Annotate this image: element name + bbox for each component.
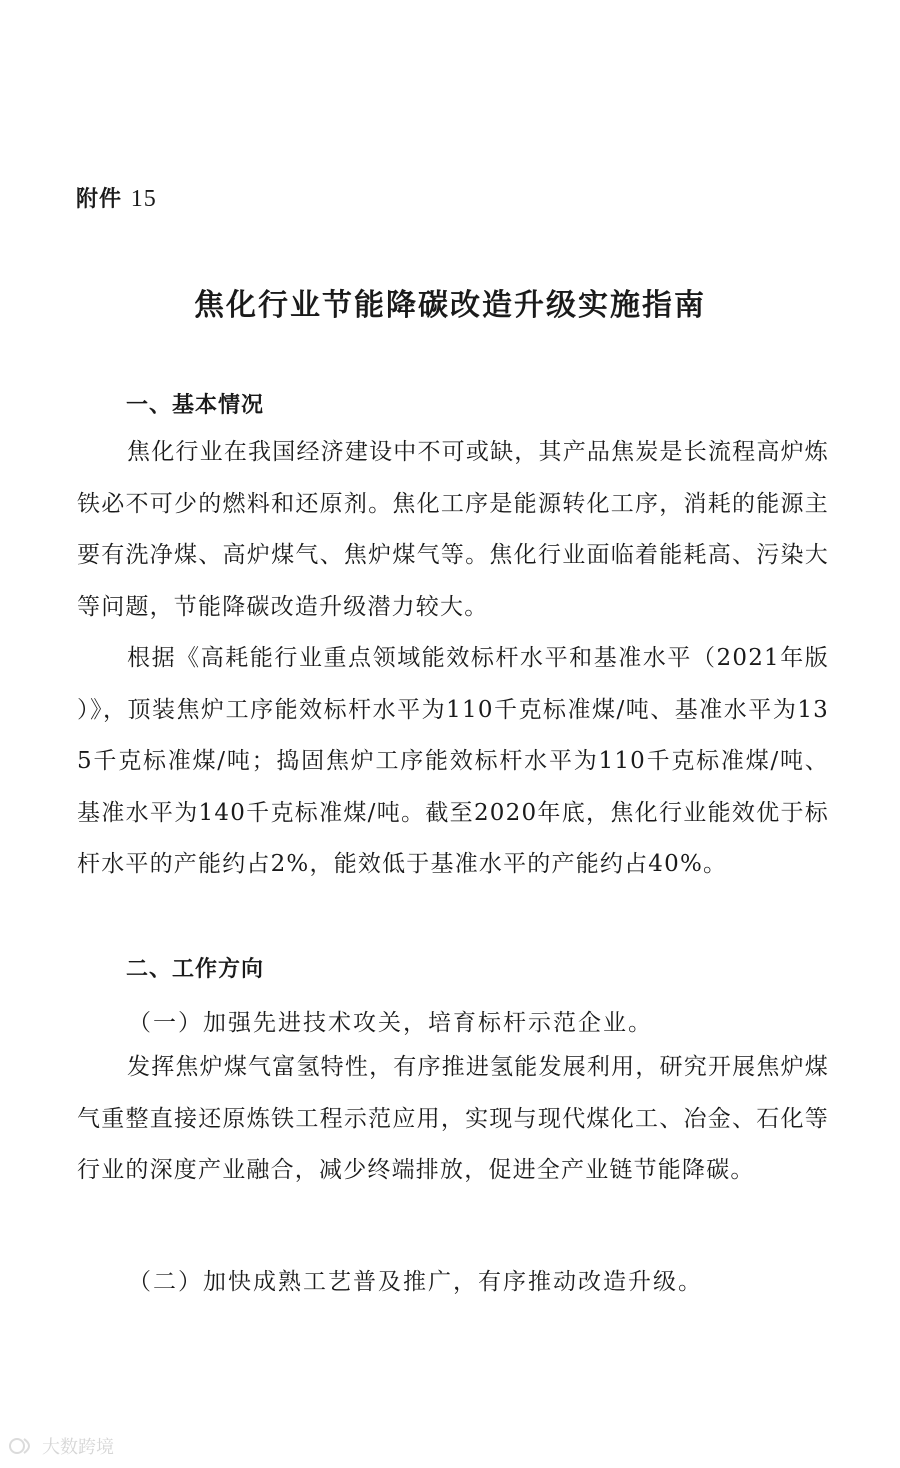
section-heading-direction: 二、工作方向 bbox=[126, 957, 265, 982]
paragraph-efficiency-standards: 根据《高耗能行业重点领域能效标杆水平和基准水平（2021年版）》，顶装焦炉工序能效标杆水平为110千克标准煤/吨、基准水平为135千克标准煤/吨；捣固焦炉工序能效标杆水平为110千克标准煤/吨、基准水平为140千克标准煤/吨。截至2020年底，焦化行业能效优于标杆水平的产能约占2%，能效低于基准水平的产能约占40%。 bbox=[77, 645, 829, 877]
paragraph-industry-overview: 焦化行业在我国经济建设中不可或缺，其产品焦炭是长流程高炉炼铁必不可少的燃料和还原剂。焦化工序是能源转化工序，消耗的能源主要有洗净煤、高炉煤气、焦炉煤气等。焦化行业面临着能耗高、污染大等问题，节能降碳改造升级潜力较大。 bbox=[77, 439, 829, 620]
attachment-number: 15 bbox=[130, 186, 157, 212]
section-heading-basic: 一、基本情况 bbox=[126, 393, 265, 418]
subheading-process-promotion: （二）加快成熟工艺普及推广，有序推动改造升级。 bbox=[128, 1269, 703, 1295]
paragraph-hydrogen-utilization: 发挥焦炉煤气富氢特性，有序推进氢能发展利用，研究开展焦炉煤气重整直接还原炼铁工程示范应用，实现与现代煤化工、冶金、石化等行业的深度产业融合，减少终端排放，促进全产业链节能降碳。 bbox=[77, 1054, 829, 1183]
watermark-logo-icon bbox=[8, 1435, 38, 1457]
document-title: 焦化行业节能降碳改造升级实施指南 bbox=[194, 288, 706, 323]
attachment-label bbox=[76, 182, 157, 213]
watermark bbox=[8, 1433, 114, 1459]
watermark-text: 大数跨境 bbox=[42, 1437, 114, 1458]
subheading-tech-breakthrough: （一）加强先进技术攻关，培育标杆示范企业。 bbox=[128, 1010, 653, 1036]
attachment-word: 附件 bbox=[76, 187, 123, 212]
